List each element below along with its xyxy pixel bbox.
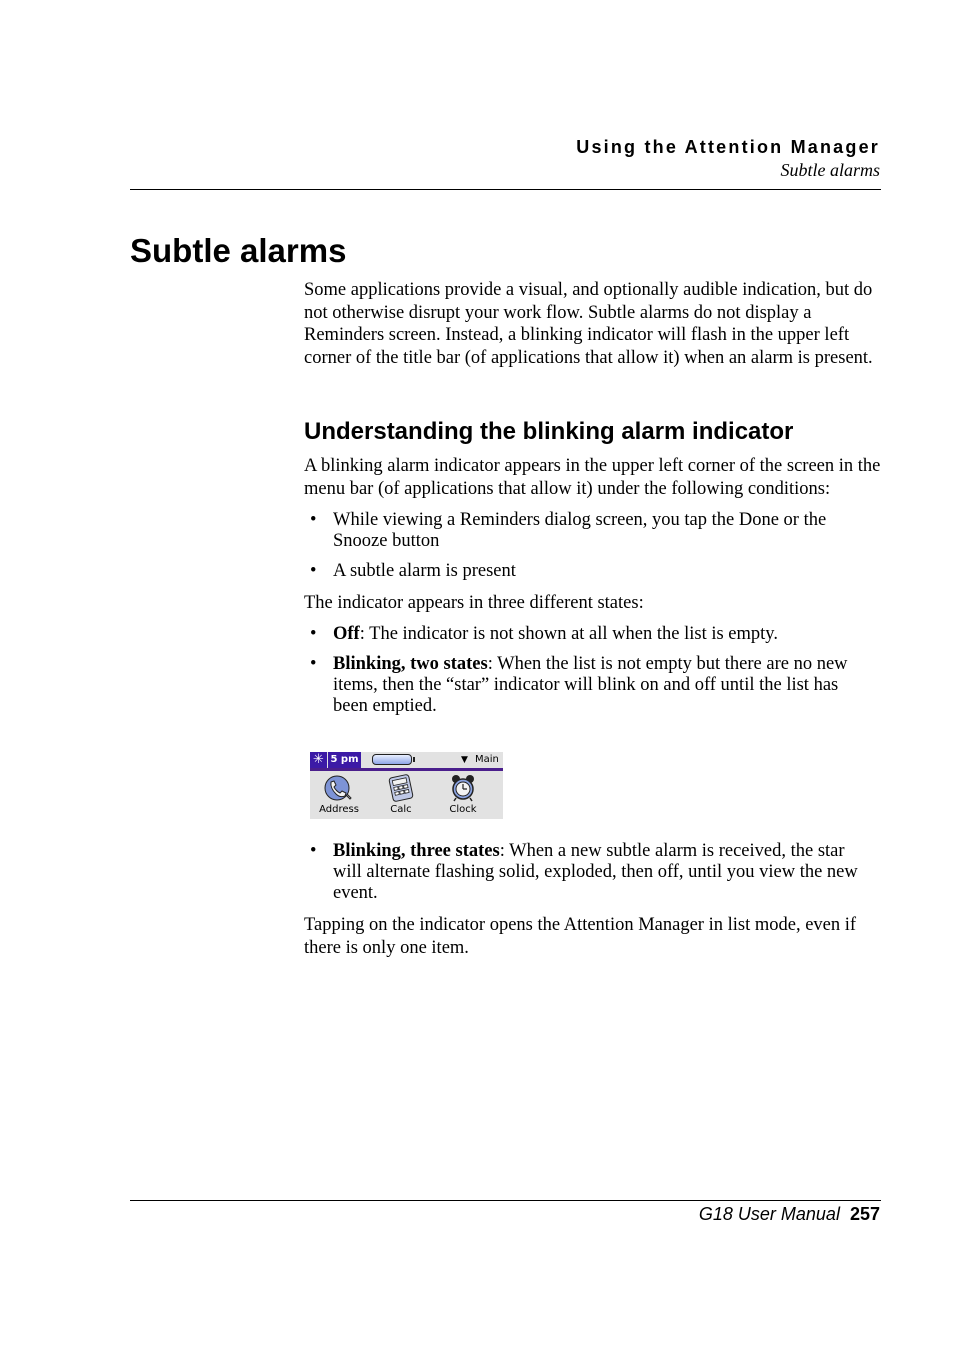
subheading: Understanding the blinking alarm indicator (304, 418, 794, 445)
app-label: Address (319, 804, 359, 815)
bullet: • (310, 654, 317, 674)
phone-icon (324, 774, 354, 802)
category-picker[interactable]: Main (475, 754, 499, 765)
states-intro: The indicator appears in three different states: (304, 593, 644, 613)
state-term: Off (333, 624, 360, 644)
state-text: : When a new subtle alarm is received, the star will alternate flashing solid, exploded, then off, until you view the new event. (333, 841, 858, 903)
bullet: • (310, 510, 317, 530)
page-footer (699, 1202, 880, 1226)
page-number: 257 (849, 1204, 880, 1224)
app-label: Calc (390, 804, 412, 815)
intro-paragraph: Some applications provide a visual, and optionally audible indication, but do not otherwise disrupt your work flow. Subtle alarms do not display a Reminders screen. Instead, a blinking indicator will flash in the upper left corner of the title bar (of applications that allow it) when an alarm is present. (304, 280, 873, 368)
state-term: Blinking, three states (333, 841, 500, 861)
app-clock[interactable] (438, 774, 488, 816)
list-item (304, 654, 864, 717)
triangle-down-icon[interactable]: ▼ (461, 755, 468, 765)
bullet: • (310, 841, 317, 861)
conditions-list (304, 510, 864, 591)
header-rule (130, 189, 881, 190)
app-address[interactable] (314, 774, 364, 816)
battery-icon (372, 754, 412, 765)
states-list (304, 624, 864, 726)
palm-title-underline (310, 768, 503, 771)
palm-time[interactable]: 5 pm (328, 752, 361, 768)
alarm-indicator-star-icon[interactable]: ✳ (310, 752, 327, 768)
app-label: Clock (449, 804, 477, 815)
state-text: : The indicator is not shown at all when the list is empty. (359, 624, 778, 644)
list-item (304, 561, 864, 582)
manual-title: G18 User Manual (698, 1204, 840, 1224)
condition-text: While viewing a Reminders dialog screen, you tap the Done or the Snooze button (333, 510, 827, 551)
list-item (304, 624, 864, 645)
bullet: • (310, 624, 317, 644)
footer-rule (130, 1200, 881, 1201)
app-calc[interactable] (376, 774, 426, 816)
state-text: : When the list is not empty but there are no new items, then the “star” indicator will blink on and off until the list has been emptied. (333, 654, 848, 716)
condition-text: A subtle alarm is present (333, 561, 516, 581)
palm-screenshot (310, 752, 503, 819)
section-title: Subtle alarms (780, 160, 880, 180)
states-list-continued (304, 841, 864, 913)
conditions-intro: A blinking alarm indicator appears in the upper left corner of the screen in the menu bar (of applications that allow it) under the following conditions: (304, 456, 881, 499)
chapter-title: Using the Attention Manager (576, 137, 880, 157)
alarm-clock-icon (448, 774, 478, 802)
closing-paragraph: Tapping on the indicator opens the Attention Manager in list mode, even if there is only one item. (304, 915, 857, 958)
bullet: • (310, 561, 317, 581)
list-item (304, 841, 864, 904)
list-item (304, 510, 864, 552)
page-title: Subtle alarms (130, 232, 347, 269)
state-term: Blinking, two states (333, 654, 488, 674)
running-head (576, 135, 880, 181)
calculator-icon (386, 774, 416, 802)
